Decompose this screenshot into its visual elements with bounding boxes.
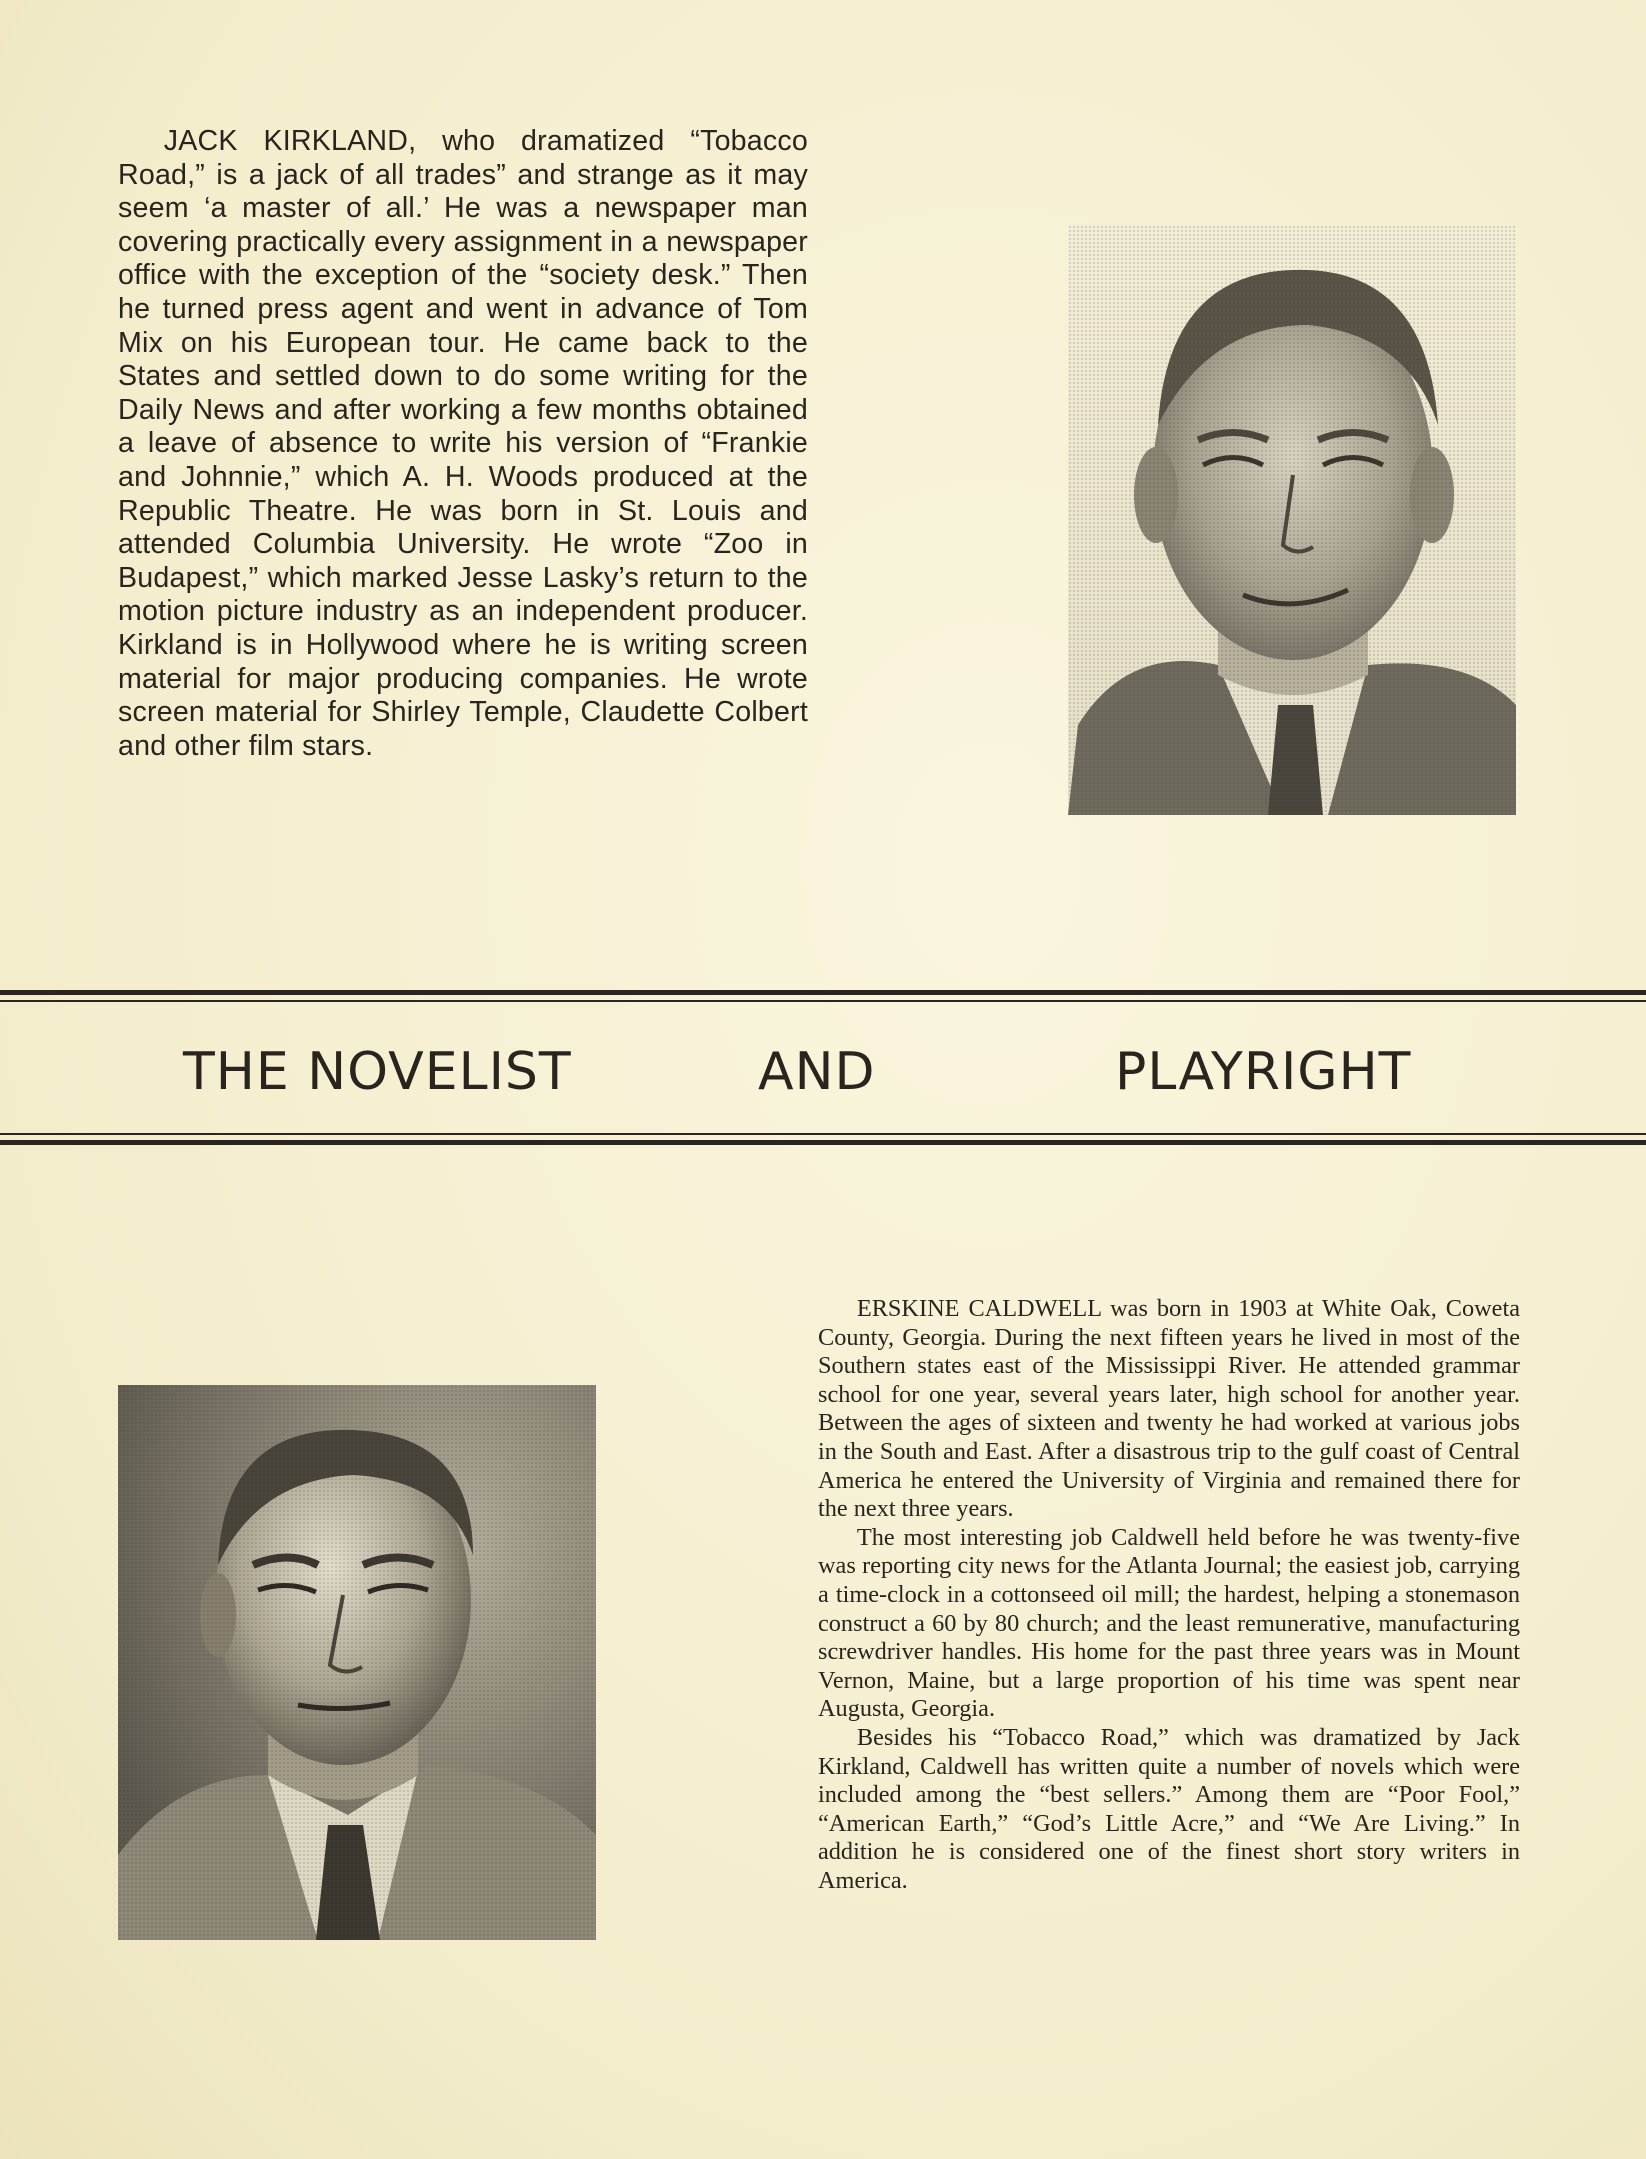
- heading-playright: PLAYRIGHT: [1115, 1042, 1412, 1102]
- kirkland-biography: [118, 125, 808, 763]
- caldwell-paragraph-3: Besides his “Tobacco Road,” which was dramatized by Jack Kirkland, Caldwell has written quite a number of novels which were included among the “best sellers.” Among them are “Poor Fool,” “American Earth,” “God’s Little Acre,” and “We Are Living.” In addition he is considered one of the finest short story writers in America.: [818, 1723, 1520, 1894]
- heading-and: AND: [758, 1042, 876, 1102]
- top-rule-thin: [0, 1000, 1646, 1002]
- kirkland-portrait-drawing: [1068, 225, 1516, 815]
- kirkland-portrait: [1068, 225, 1516, 815]
- caldwell-portrait-drawing: [118, 1385, 596, 1940]
- bottom-rule-thin: [0, 1133, 1646, 1135]
- bottom-rule-thick: [0, 1140, 1646, 1145]
- caldwell-biography: [818, 1295, 1520, 1895]
- heading-novelist: THE NOVELIST: [183, 1042, 572, 1102]
- caldwell-paragraph-1: ERSKINE CALDWELL was born in 1903 at White Oak, Coweta County, Georgia. During the next fifteen years he lived in most of the Southern states east of the Mississippi River. He attended grammar school for one year, several years later, high school for another year. Between the ages of sixteen and twenty he had worked at various jobs in the South and East. After a disastrous trip to the gulf coast of Central America he entered the University of Virginia and remained there for the next three years.: [818, 1295, 1520, 1523]
- kirkland-paragraph: JACK KIRKLAND, who dramatized “Tobacco Road,” is a jack of all trades” and strange as it may seem ‘a master of all.’ He was a newspaper man covering practically every assignment in a newspaper office with the exception of the “society desk.” Then he turned press agent and went in advance of Tom Mix on his European tour. He came back to the States and settled down to do some writing for the Daily News and after working a few months obtained a leave of absence to write his version of “Frankie and Johnnie,” which A. H. Woods produced at the Republic Theatre. He was born in St. Louis and attended Columbia University. He wrote “Zoo in Budapest,” which marked Jesse Lasky’s return to the motion picture industry as an independent producer. Kirkland is in Hollywood where he is writing screen material for major producing companies. He wrote screen material for Shirley Temple, Claudette Colbert and other film stars.: [118, 125, 808, 762]
- caldwell-portrait: [118, 1385, 596, 1940]
- top-rule-thick: [0, 990, 1646, 995]
- caldwell-paragraph-2: The most interesting job Caldwell held before he was twenty-five was reporting city news for the Atlanta Journal; the easiest job, carrying a time-clock in a cottonseed oil mill; the hardest, helping a stonemason construct a 60 by 80 church; and the least remunerative, manufacturing screwdriver handles. His home for the past three years was in Mount Vernon, Maine, but a large proportion of his time was spent near Augusta, Georgia.: [818, 1523, 1520, 1723]
